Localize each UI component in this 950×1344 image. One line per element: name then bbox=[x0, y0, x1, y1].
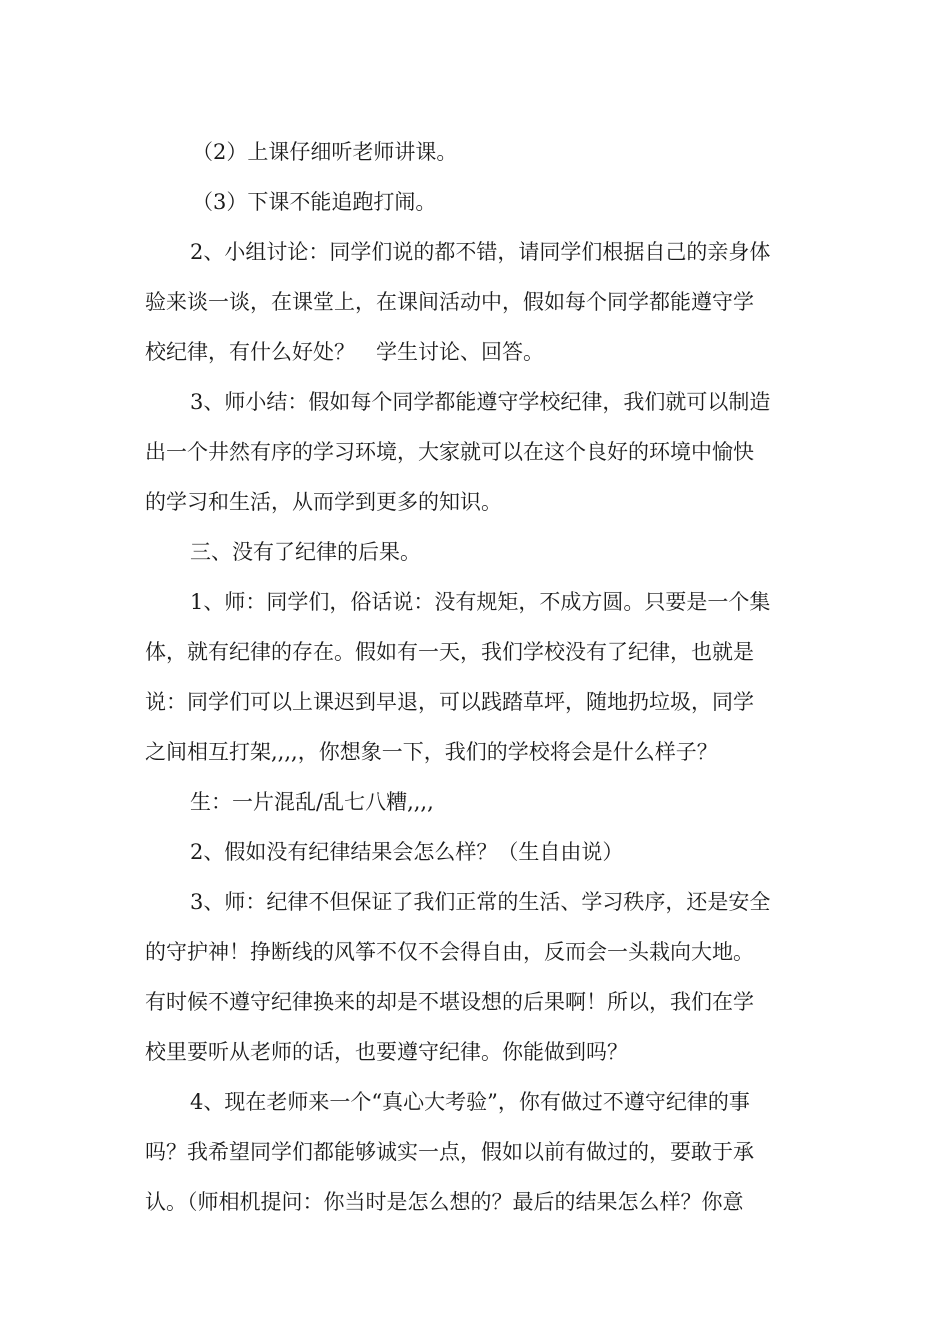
text-line: 有时候不遵守纪律换来的却是不堪设想的后果啊！所以，我们在学 bbox=[145, 990, 754, 1014]
text-line: （2）上课仔细听老师讲课。 bbox=[192, 140, 458, 164]
text-line: 认。（师相机提问：你当时是怎么想的？最后的结果怎么样？你意 bbox=[145, 1190, 744, 1214]
text-line: 校纪律，有什么好处？ 学生讨论、回答。 bbox=[145, 340, 544, 364]
text-line: 3、师小结：假如每个同学都能遵守学校纪律，我们就可以制造 bbox=[190, 390, 771, 414]
text-line: 4、现在老师来一个“真心大考验”，你有做过不遵守纪律的事 bbox=[190, 1090, 750, 1114]
text-line: 说：同学们可以上课迟到早退，可以践踏草坪，随地扔垃圾，同学 bbox=[145, 690, 754, 714]
text-line: 之间相互打架,,,,，你想象一下，我们的学校将会是什么样子？ bbox=[145, 740, 718, 764]
text-line: 生：一片混乱/乱七八糟,,,, bbox=[190, 790, 434, 814]
text-line: 出一个井然有序的学习环境，大家就可以在这个良好的环境中愉快 bbox=[145, 440, 754, 464]
text-line: 3、师：纪律不但保证了我们正常的生活、学习秩序，还是安全 bbox=[190, 890, 771, 914]
section-heading: 三、没有了纪律的后果。 bbox=[190, 540, 421, 564]
text-line: 1、师：同学们，俗话说：没有规矩，不成方圆。只要是一个集 bbox=[190, 590, 771, 614]
text-line: 2、假如没有纪律结果会怎么样？（生自由说） bbox=[190, 840, 624, 864]
text-line: 的学习和生活，从而学到更多的知识。 bbox=[145, 490, 502, 514]
text-line: 校里要听从老师的话，也要遵守纪律。你能做到吗？ bbox=[145, 1040, 628, 1064]
text-line: 吗？我希望同学们都能够诚实一点，假如以前有做过的，要敢于承 bbox=[145, 1140, 754, 1164]
text-line: （3）下课不能追跑打闹。 bbox=[192, 190, 437, 214]
text-line: 2、小组讨论：同学们说的都不错，请同学们根据自己的亲身体 bbox=[190, 240, 771, 264]
text-line: 体，就有纪律的存在。假如有一天，我们学校没有了纪律，也就是 bbox=[145, 640, 754, 664]
text-line: 的守护神！挣断线的风筝不仅不会得自由，反而会一头栽向大地。 bbox=[145, 940, 754, 964]
text-line: 验来谈一谈，在课堂上，在课间活动中，假如每个同学都能遵守学 bbox=[145, 290, 754, 314]
